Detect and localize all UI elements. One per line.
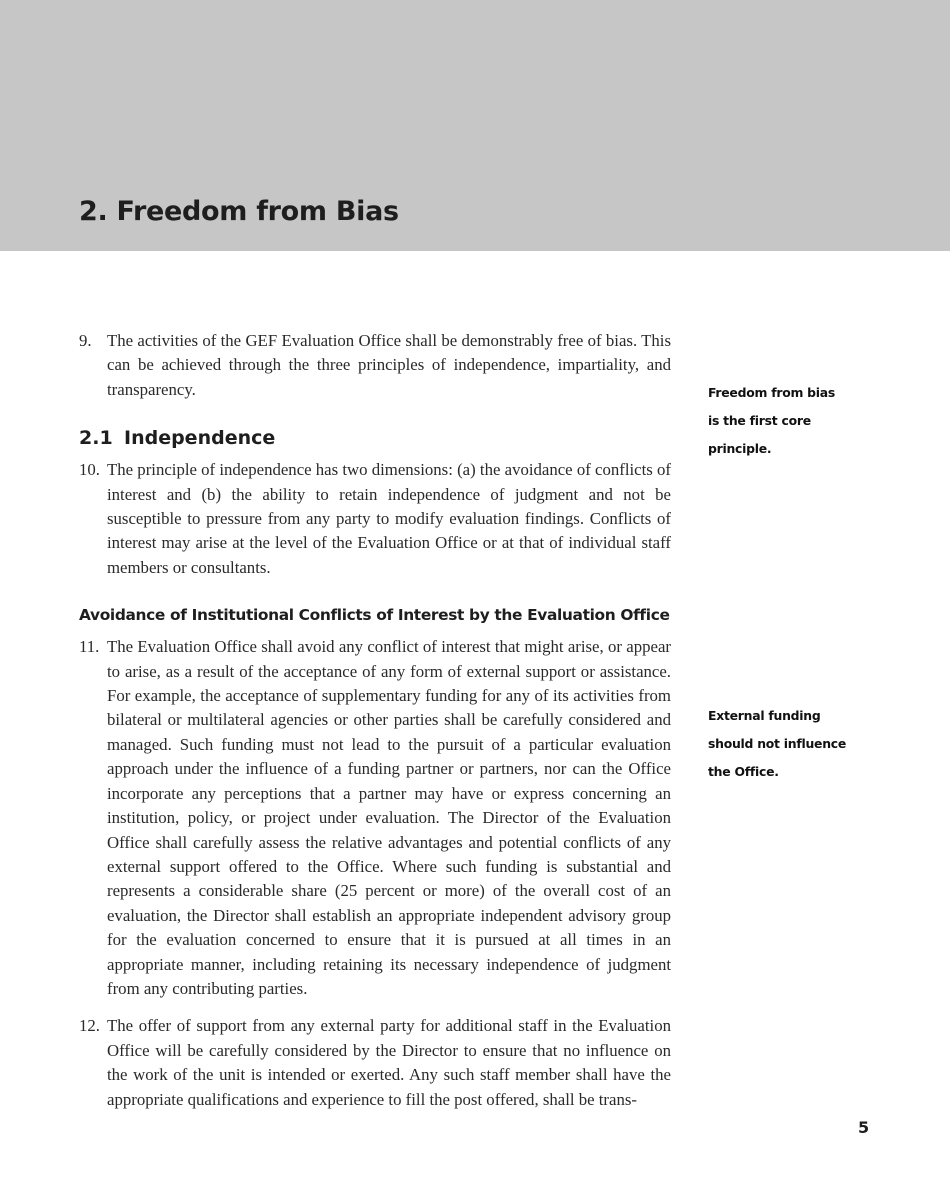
- chapter-title: 2. Freedom from Bias: [79, 196, 399, 227]
- section-title: Independence: [124, 427, 276, 450]
- paragraph-number: 10.: [79, 460, 100, 480]
- paragraph-number: 11.: [79, 637, 100, 657]
- paragraph-text: The Evaluation Office shall avoid any conflict of interest that might arise, or appear to arise, as a result of the acceptance of any form of external support or assistance. For example, the acceptance of supplementary funding for any of its activities from bilateral or multilateral agencies or other parties shall be carefully considered and managed. Such funding must not lead to the pursuit of a particular evaluation approach under the influence of a funding partner or partners, nor can the Office incorporate any perceptions that a partner may have or express concerning an institution, policy, or project under evaluation. The Director of the Evaluation Office shall carefully assess the relative advantages and potential conflicts of any external support offered to the Office. Where such funding is substantial and represents a considerable share (25 percent or more) of the overall cost of an evaluation, the Director shall establish an appropriate independent advisory group for the evaluation concerned to ensure that it is pursued at all times in an appropriate manner, including retaining its necessary independence of judgment from any contributing parties.: [107, 637, 671, 998]
- paragraph-12: [79, 1014, 671, 1112]
- margin-note-external-funding: External funding should not influence the Office.: [708, 708, 847, 779]
- paragraph-number: 12.: [79, 1016, 100, 1036]
- paragraph-number: 9.: [79, 331, 92, 350]
- subsection-heading: Avoidance of Institutional Conflicts of Interest by the Evaluation Office: [79, 606, 670, 625]
- paragraph-9: [79, 329, 671, 402]
- margin-note-freedom-from-bias: Freedom from bias is the first core principle.: [708, 385, 836, 456]
- chapter-header-band: [0, 0, 950, 251]
- section-number: 2.1: [79, 427, 113, 450]
- page-number: 5: [858, 1118, 870, 1137]
- paragraph-text: The offer of support from any external party for additional staff in the Evaluation Office will be carefully considered by the Director to ensure that no influence on the work of the unit is intended or exerted. Any such staff member shall have the appropriate qualifications and experience to fill the post offered, shall be trans-: [107, 1016, 671, 1109]
- paragraph-11: [79, 635, 671, 1001]
- paragraph-text: The principle of independence has two dimensions: (a) the avoidance of conflicts of interest and (b) the ability to retain independence of judgment and not be susceptible to pressure from any party to modify evaluation findings. Conflicts of interest may arise at the level of the Evaluation Office or at that of individual staff members or consultants.: [107, 460, 671, 577]
- paragraph-text: The activities of the GEF Evaluation Office shall be demonstrably free of bias. This can be achieved through the three principles of independence, impartiality, and transparency.: [107, 331, 671, 399]
- main-text-column: [79, 329, 671, 1112]
- section-heading-independence: [79, 427, 671, 449]
- paragraph-10: [79, 458, 671, 580]
